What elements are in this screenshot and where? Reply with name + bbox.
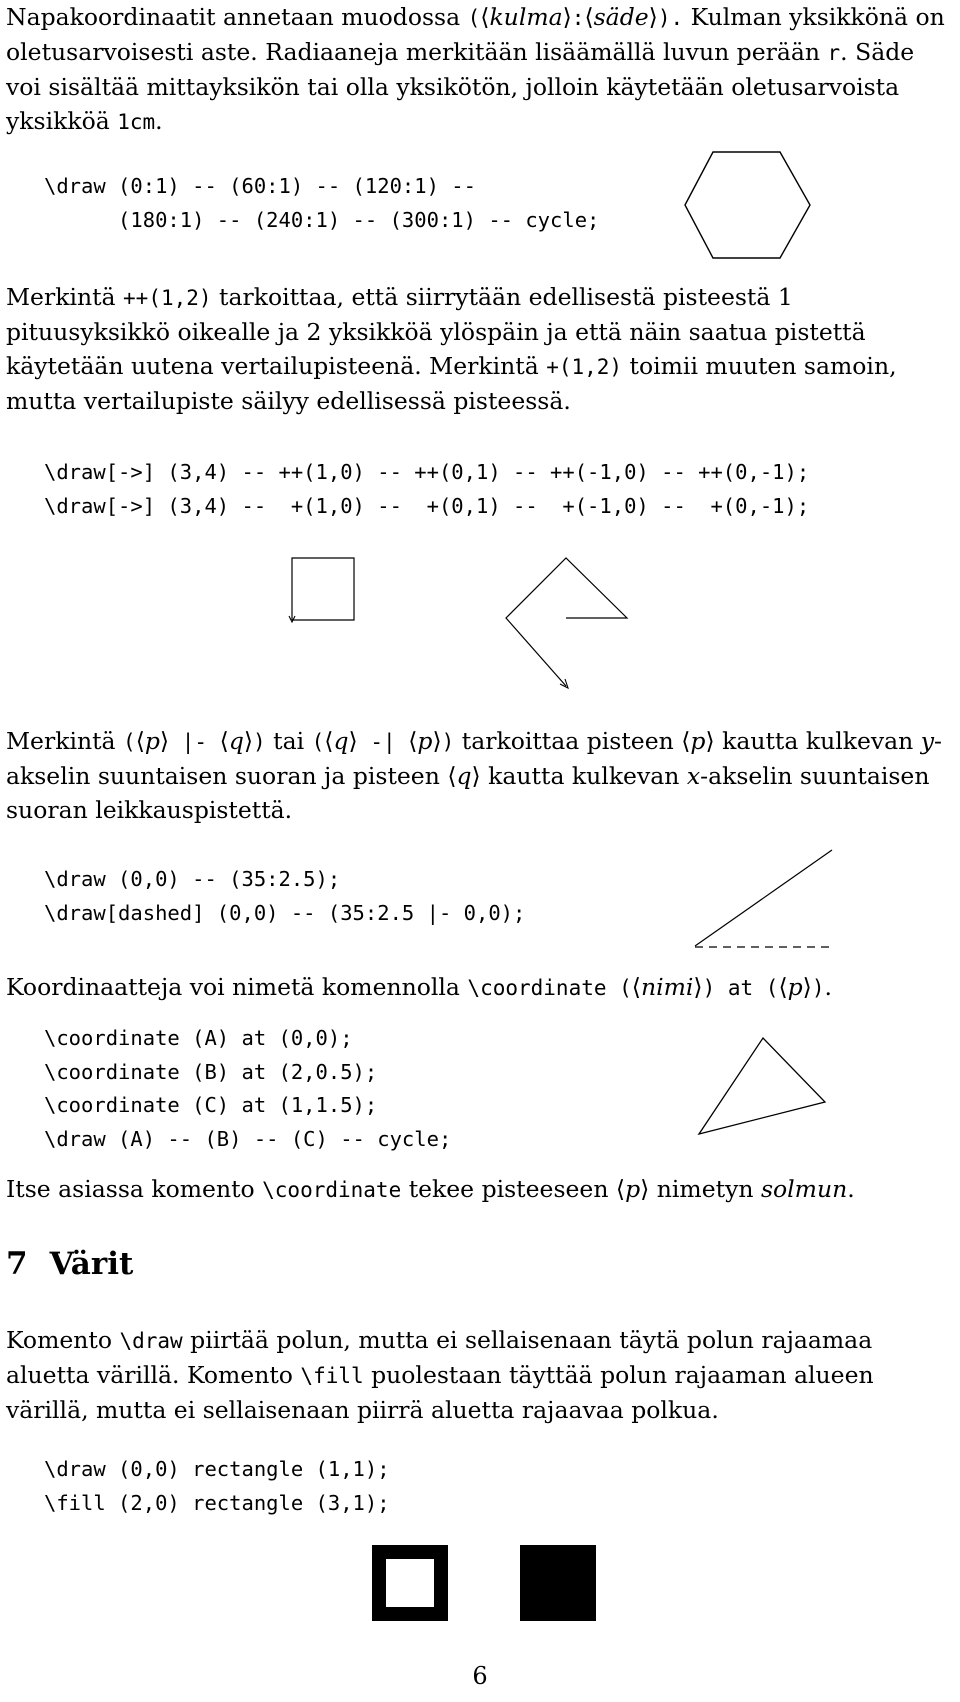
code-line: \draw[dashed] (0,0) -- (35:2.5 |- 0,0); <box>44 900 526 925</box>
code-line: \draw (0,0) rectangle (1,1); <box>44 1457 390 1481</box>
code-line: \draw[->] (3,4) -- ++(1,0) -- ++(0,1) -- ++(-1,0) -- ++(0,-1); <box>44 460 810 484</box>
code-line: \coordinate (B) at (2,0.5); <box>44 1059 378 1084</box>
code-line: \draw (A) -- (B) -- (C) -- cycle; <box>44 1126 452 1151</box>
hexagon-figure <box>680 148 820 268</box>
code-line: \coordinate (C) at (1,1.5); <box>44 1093 378 1117</box>
code-line: (180:1) -- (240:1) -- (300:1) -- cycle; <box>44 207 600 232</box>
colors-paragraph: Komento \draw piirtää polun, mutta ei sellaisenaan täytä polun rajaamaa aluetta värillä. Komento \fill puolestaan täyttää polun rajaaman alueen värillä, mutta ei sellaisenaan piirrä aluetta rajaavaa polkua. <box>6 1326 874 1424</box>
code-line: \draw[->] (3,4) -- +(1,0) -- +(0,1) -- +(-1,0) -- +(0,-1); <box>44 493 810 518</box>
coordinate-paragraph: Koordinaatteja voi nimetä komennolla \coordinate (⟨nimi⟩) at (⟨p⟩). <box>6 973 832 1001</box>
section-heading: 7 Värit <box>6 1246 134 1282</box>
dashed-line-figure <box>690 846 840 952</box>
code-block-dashed <box>44 863 525 930</box>
page-number: 6 <box>472 1662 488 1690</box>
code-line: \draw (0:1) -- (60:1) -- (120:1) -- <box>44 174 476 198</box>
code-line: \coordinate (A) at (0,0); <box>44 1026 353 1050</box>
code-block-coordinate <box>44 1022 451 1156</box>
relative-square-figure <box>288 556 360 626</box>
solmu-paragraph: Itse asiassa komento \coordinate tekee pisteeseen ⟨p⟩ nimetyn solmun. <box>6 1175 855 1203</box>
polar-paragraph: Napakoordinaatit annetaan muodossa (⟨kulma⟩:⟨säde⟩). Kulman yksikkönä on oletusarvoisesti aste. Radiaaneja merkitään lisäämällä luvun perään r. Säde voi sisältää mittayksikön tai olla yksikötön, jolloin käytetään oletusarvoista yksikköä 1cm. <box>6 3 945 135</box>
filled-rectangle <box>520 1545 596 1621</box>
code-block-hexagon <box>44 170 599 237</box>
code-line: \fill (2,0) rectangle (3,1); <box>44 1490 390 1515</box>
rectangles-figure <box>372 1545 582 1625</box>
relative-star-figure <box>500 556 650 698</box>
triangle-figure <box>695 1034 831 1140</box>
code-block-rectangles <box>44 1453 390 1520</box>
drawn-rectangle <box>379 1552 441 1614</box>
code-block-arrows <box>44 456 809 523</box>
relative-paragraph: Merkintä ++(1,2) tarkoittaa, että siirrytään edellisestä pisteestä 1 pituusyksikkö oikealle ja 2 yksikköä ylöspäin ja että näin saatua pistettä käytetään uutena vertailupisteenä. Merkintä +(1,2) toimii muuten samoin, mutta vertailupiste säilyy edellisessä pisteessä. <box>6 283 897 415</box>
perpendicular-paragraph: Merkintä (⟨p⟩ |- ⟨q⟩) tai (⟨q⟩ -| ⟨p⟩) tarkoittaa pisteen ⟨p⟩ kautta kulkevan y-akselin suuntaisen suoran ja pisteen ⟨q⟩ kautta kulkevan x-akselin suuntaisen suoran leikkauspistettä. <box>6 727 942 824</box>
code-line: \draw (0,0) -- (35:2.5); <box>44 867 341 891</box>
